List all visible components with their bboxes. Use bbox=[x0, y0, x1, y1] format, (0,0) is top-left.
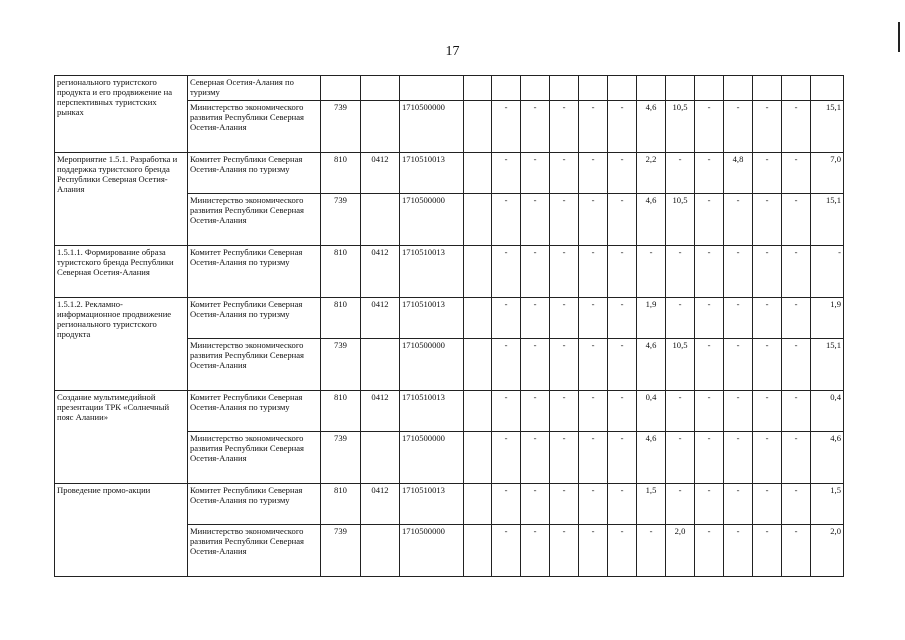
rzpr-cell: 0412 bbox=[361, 484, 400, 525]
value-cell: - bbox=[550, 101, 579, 153]
value-cell: - bbox=[695, 339, 724, 391]
value-cell: - bbox=[579, 194, 608, 246]
rzpr-cell bbox=[361, 432, 400, 484]
value-cell: - bbox=[492, 101, 521, 153]
value-cell bbox=[782, 76, 811, 101]
value-cell bbox=[464, 194, 492, 246]
value-cell: - bbox=[724, 484, 753, 525]
value-cell: 0,4 bbox=[811, 391, 844, 432]
value-cell: - bbox=[550, 432, 579, 484]
value-cell bbox=[464, 484, 492, 525]
value-cell: - bbox=[782, 432, 811, 484]
rzpr-cell: 0412 bbox=[361, 298, 400, 339]
value-cell: - bbox=[782, 391, 811, 432]
value-cell: 1,5 bbox=[811, 484, 844, 525]
grbs-cell: 739 bbox=[321, 432, 361, 484]
rzpr-cell bbox=[361, 339, 400, 391]
value-cell: - bbox=[608, 153, 637, 194]
value-cell: - bbox=[753, 246, 782, 298]
value-cell: - bbox=[666, 391, 695, 432]
csr-cell: 1710500000 bbox=[400, 194, 464, 246]
grbs-cell: 739 bbox=[321, 101, 361, 153]
grbs-cell: 810 bbox=[321, 153, 361, 194]
value-cell: - bbox=[695, 246, 724, 298]
value-cell: - bbox=[579, 339, 608, 391]
csr-cell: 1710500000 bbox=[400, 432, 464, 484]
event-cell: Проведение промо-акции bbox=[55, 484, 188, 577]
value-cell: - bbox=[608, 484, 637, 525]
grbs-cell: 810 bbox=[321, 391, 361, 432]
value-cell bbox=[492, 76, 521, 101]
csr-cell: 1710500000 bbox=[400, 339, 464, 391]
value-cell: - bbox=[782, 153, 811, 194]
value-cell: - bbox=[724, 194, 753, 246]
value-cell: - bbox=[521, 298, 550, 339]
event-cell: 1.5.1.1. Формирование образа туристского бренда Республики Северная Осетия-Алания bbox=[55, 246, 188, 298]
value-cell: - bbox=[782, 339, 811, 391]
value-cell: - bbox=[492, 339, 521, 391]
value-cell: - bbox=[492, 153, 521, 194]
executor-cell: Комитет Республики Северная Осетия-Алания по туризму bbox=[188, 298, 321, 339]
value-cell: - bbox=[724, 298, 753, 339]
grbs-cell: 739 bbox=[321, 194, 361, 246]
grbs-cell: 810 bbox=[321, 484, 361, 525]
grbs-cell: 739 bbox=[321, 339, 361, 391]
csr-cell bbox=[400, 76, 464, 101]
value-cell: - bbox=[579, 298, 608, 339]
value-cell: - bbox=[753, 298, 782, 339]
value-cell: - bbox=[492, 432, 521, 484]
value-cell: 4,6 bbox=[637, 101, 666, 153]
executor-cell: Комитет Республики Северная Осетия-Алания по туризму bbox=[188, 391, 321, 432]
value-cell: - bbox=[724, 391, 753, 432]
value-cell: - bbox=[782, 246, 811, 298]
value-cell: - bbox=[753, 484, 782, 525]
value-cell: 1,9 bbox=[811, 298, 844, 339]
value-cell: 10,5 bbox=[666, 339, 695, 391]
value-cell: 2,0 bbox=[666, 525, 695, 577]
value-cell: - bbox=[550, 339, 579, 391]
csr-cell: 1710500000 bbox=[400, 525, 464, 577]
value-cell: - bbox=[579, 391, 608, 432]
value-cell: 7,0 bbox=[811, 153, 844, 194]
table-row bbox=[55, 153, 844, 194]
table-row bbox=[55, 246, 844, 298]
value-cell bbox=[464, 101, 492, 153]
value-cell: - bbox=[492, 194, 521, 246]
value-cell: - bbox=[579, 525, 608, 577]
value-cell: - bbox=[492, 525, 521, 577]
table-row bbox=[55, 391, 844, 432]
value-cell: - bbox=[579, 432, 608, 484]
value-cell: - bbox=[608, 432, 637, 484]
value-cell: - bbox=[782, 484, 811, 525]
value-cell: - bbox=[695, 298, 724, 339]
value-cell: - bbox=[550, 391, 579, 432]
value-cell: - bbox=[521, 432, 550, 484]
value-cell bbox=[579, 76, 608, 101]
value-cell: - bbox=[724, 432, 753, 484]
value-cell bbox=[464, 246, 492, 298]
value-cell: - bbox=[521, 339, 550, 391]
value-cell: 1,9 bbox=[637, 298, 666, 339]
value-cell bbox=[666, 76, 695, 101]
value-cell: 1,5 bbox=[637, 484, 666, 525]
value-cell: - bbox=[695, 391, 724, 432]
executor-cell: Министерство экономического развития Республики Северная Осетия-Алания bbox=[188, 525, 321, 577]
value-cell: - bbox=[608, 101, 637, 153]
executor-cell: Северная Осетия-Алания по туризму bbox=[188, 76, 321, 101]
value-cell: - bbox=[579, 484, 608, 525]
value-cell: - bbox=[521, 101, 550, 153]
value-cell: - bbox=[695, 153, 724, 194]
value-cell: 4,6 bbox=[637, 194, 666, 246]
table-row bbox=[55, 484, 844, 525]
value-cell bbox=[608, 76, 637, 101]
value-cell: - bbox=[608, 391, 637, 432]
table-row bbox=[55, 76, 844, 101]
value-cell: - bbox=[811, 246, 844, 298]
value-cell: - bbox=[753, 153, 782, 194]
value-cell: - bbox=[782, 101, 811, 153]
value-cell: - bbox=[492, 391, 521, 432]
value-cell bbox=[811, 76, 844, 101]
value-cell bbox=[695, 76, 724, 101]
value-cell: - bbox=[550, 246, 579, 298]
page-number: 17 bbox=[445, 44, 460, 59]
value-cell bbox=[464, 76, 492, 101]
value-cell: 2,0 bbox=[811, 525, 844, 577]
table-row bbox=[55, 298, 844, 339]
grbs-cell: 739 bbox=[321, 525, 361, 577]
value-cell: - bbox=[492, 298, 521, 339]
value-cell: - bbox=[608, 246, 637, 298]
value-cell: - bbox=[579, 246, 608, 298]
value-cell: - bbox=[637, 246, 666, 298]
executor-cell: Комитет Республики Северная Осетия-Алания по туризму bbox=[188, 153, 321, 194]
value-cell bbox=[464, 298, 492, 339]
value-cell: - bbox=[550, 525, 579, 577]
value-cell: - bbox=[521, 194, 550, 246]
value-cell: - bbox=[521, 153, 550, 194]
executor-cell: Комитет Республики Северная Осетия-Алания по туризму bbox=[188, 246, 321, 298]
value-cell: 4,6 bbox=[811, 432, 844, 484]
value-cell: - bbox=[666, 246, 695, 298]
value-cell: - bbox=[521, 391, 550, 432]
value-cell: - bbox=[521, 246, 550, 298]
rzpr-cell: 0412 bbox=[361, 246, 400, 298]
rzpr-cell: 0412 bbox=[361, 153, 400, 194]
rzpr-cell bbox=[361, 101, 400, 153]
value-cell: - bbox=[753, 432, 782, 484]
value-cell: 10,5 bbox=[666, 194, 695, 246]
value-cell: - bbox=[695, 194, 724, 246]
executor-cell: Комитет Республики Северная Осетия-Алания по туризму bbox=[188, 484, 321, 525]
value-cell bbox=[521, 76, 550, 101]
value-cell: - bbox=[608, 298, 637, 339]
grbs-cell: 810 bbox=[321, 246, 361, 298]
value-cell: - bbox=[724, 525, 753, 577]
value-cell bbox=[637, 76, 666, 101]
value-cell: - bbox=[550, 153, 579, 194]
csr-cell: 1710510013 bbox=[400, 153, 464, 194]
value-cell: - bbox=[695, 101, 724, 153]
value-cell: - bbox=[550, 194, 579, 246]
value-cell bbox=[464, 525, 492, 577]
value-cell: - bbox=[753, 391, 782, 432]
value-cell: - bbox=[666, 432, 695, 484]
executor-cell: Министерство экономического развития Республики Северная Осетия-Алания bbox=[188, 194, 321, 246]
value-cell bbox=[464, 153, 492, 194]
grbs-cell bbox=[321, 76, 361, 101]
value-cell: - bbox=[753, 194, 782, 246]
event-cell: Создание мультимедийной презентации ТРК «Солнечный пояс Алании» bbox=[55, 391, 188, 484]
value-cell: - bbox=[782, 298, 811, 339]
value-cell: - bbox=[666, 153, 695, 194]
csr-cell: 1710510013 bbox=[400, 484, 464, 525]
grbs-cell: 810 bbox=[321, 298, 361, 339]
value-cell bbox=[464, 339, 492, 391]
csr-cell: 1710510013 bbox=[400, 391, 464, 432]
value-cell: - bbox=[608, 525, 637, 577]
value-cell: - bbox=[782, 194, 811, 246]
budget-table bbox=[54, 75, 844, 577]
value-cell: 15,1 bbox=[811, 101, 844, 153]
value-cell: 4,6 bbox=[637, 432, 666, 484]
csr-cell: 1710510013 bbox=[400, 298, 464, 339]
value-cell: - bbox=[753, 101, 782, 153]
event-cell: регионального туристского продукта и его продвижение на перспективных туристских рынках bbox=[55, 76, 188, 153]
value-cell bbox=[753, 76, 782, 101]
value-cell: - bbox=[782, 525, 811, 577]
value-cell bbox=[724, 76, 753, 101]
value-cell: 0,4 bbox=[637, 391, 666, 432]
rzpr-cell bbox=[361, 525, 400, 577]
event-cell: Мероприятие 1.5.1. Разработка и поддержка туристского бренда Республики Северная Осетия-Алания bbox=[55, 153, 188, 246]
value-cell: - bbox=[637, 525, 666, 577]
executor-cell: Министерство экономического развития Республики Северная Осетия-Алания bbox=[188, 101, 321, 153]
csr-cell: 1710510013 bbox=[400, 246, 464, 298]
value-cell: - bbox=[492, 246, 521, 298]
value-cell: - bbox=[753, 525, 782, 577]
value-cell: 4,8 bbox=[724, 153, 753, 194]
csr-cell: 1710500000 bbox=[400, 101, 464, 153]
value-cell: - bbox=[579, 101, 608, 153]
value-cell: - bbox=[608, 339, 637, 391]
value-cell: - bbox=[753, 339, 782, 391]
rzpr-cell bbox=[361, 194, 400, 246]
value-cell: - bbox=[695, 484, 724, 525]
value-cell: 15,1 bbox=[811, 339, 844, 391]
event-cell: 1.5.1.2. Рекламно-информационное продвижение регионального туристского продукта bbox=[55, 298, 188, 391]
value-cell bbox=[550, 76, 579, 101]
value-cell: 10,5 bbox=[666, 101, 695, 153]
value-cell: - bbox=[724, 101, 753, 153]
value-cell: - bbox=[550, 298, 579, 339]
value-cell bbox=[464, 391, 492, 432]
value-cell: - bbox=[666, 484, 695, 525]
value-cell: - bbox=[521, 484, 550, 525]
margin-mark bbox=[898, 22, 900, 52]
value-cell: - bbox=[724, 339, 753, 391]
value-cell: - bbox=[724, 246, 753, 298]
rzpr-cell bbox=[361, 76, 400, 101]
executor-cell: Министерство экономического развития Республики Северная Осетия-Алания bbox=[188, 339, 321, 391]
rzpr-cell: 0412 bbox=[361, 391, 400, 432]
value-cell: - bbox=[695, 525, 724, 577]
value-cell: - bbox=[695, 432, 724, 484]
executor-cell: Министерство экономического развития Республики Северная Осетия-Алания bbox=[188, 432, 321, 484]
value-cell: - bbox=[608, 194, 637, 246]
value-cell: - bbox=[579, 153, 608, 194]
value-cell: - bbox=[492, 484, 521, 525]
value-cell: 4,6 bbox=[637, 339, 666, 391]
value-cell: - bbox=[550, 484, 579, 525]
value-cell: - bbox=[521, 525, 550, 577]
value-cell: - bbox=[666, 298, 695, 339]
value-cell: 15,1 bbox=[811, 194, 844, 246]
value-cell: 2,2 bbox=[637, 153, 666, 194]
value-cell bbox=[464, 432, 492, 484]
